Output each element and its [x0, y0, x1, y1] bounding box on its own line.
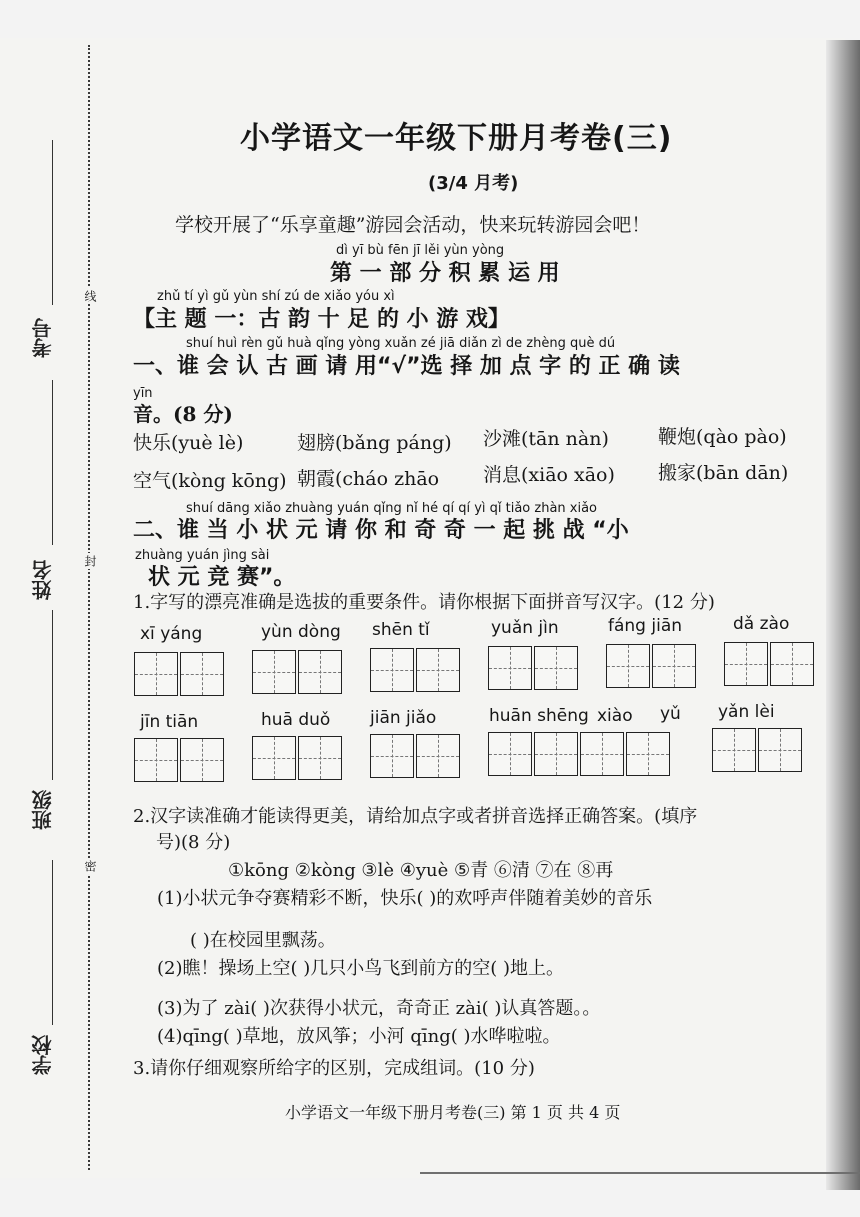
pinyin-label: yùn dòng	[261, 622, 341, 642]
binding-dotted-line	[88, 45, 90, 1170]
writing-cell[interactable]	[488, 646, 532, 690]
part1-heading: 第 一 部 分 积 累 运 用	[330, 261, 560, 286]
page-edge-shadow	[826, 40, 860, 1190]
writing-cell[interactable]	[534, 646, 578, 690]
writing-cell[interactable]	[580, 732, 624, 776]
pinyin-label: jīn tiān	[140, 712, 199, 732]
theme1-heading: 【主 题 一：古 韵 十 足 的 小 游 戏】	[133, 307, 510, 332]
writing-cell[interactable]	[712, 728, 756, 772]
writing-cell[interactable]	[180, 652, 224, 696]
seal-mark-seal: 封	[83, 555, 97, 567]
pinyin-label: jiān jiǎo	[370, 708, 437, 728]
q2-heading: 二、谁 当 小 状 元 请 你 和 奇 奇 一 起 挑 战 “小	[133, 518, 629, 543]
writing-cell[interactable]	[252, 736, 296, 780]
writing-cell[interactable]	[770, 642, 814, 686]
school-fill-line[interactable]	[52, 860, 53, 1025]
q1-pinyin-2: yīn	[133, 386, 153, 401]
q1-pinyin: shuí huì rèn gǔ huà qǐng yòng xuǎn zé jiā diǎn zì de zhèng què dú	[186, 336, 616, 351]
writing-cell[interactable]	[606, 644, 650, 688]
writing-grid[interactable]	[252, 650, 344, 694]
page-bottom-edge	[420, 1172, 860, 1174]
pinyin-label: xī yáng	[140, 624, 203, 644]
pinyin-label: yǔ	[660, 704, 681, 724]
pinyin-label: huān shēng	[489, 706, 589, 726]
writing-grid[interactable]	[724, 642, 816, 686]
writing-cell[interactable]	[180, 738, 224, 782]
class-label: 班级	[31, 790, 55, 830]
writing-cell[interactable]	[416, 734, 460, 778]
pinyin-label: fáng jiān	[608, 616, 683, 636]
writing-cell[interactable]	[252, 650, 296, 694]
sub1-instruction: 1.字写的漂亮准确是选拔的重要条件。请你根据下面拼音写汉字。(12 分)	[133, 592, 715, 613]
theme1-pinyin: zhǔ tí yì gǔ yùn shí zú de xiǎo yóu xì	[157, 289, 395, 304]
q1-option-5[interactable]: 空气(kòng kōng)	[133, 470, 287, 492]
part1-pinyin: dì yī bù fēn jī lěi yùn yòng	[336, 243, 505, 258]
pinyin-label: huā duǒ	[261, 710, 331, 730]
sub3-instruction: 3.请你仔细观察所给字的区别，完成组词。(10 分)	[133, 1058, 535, 1079]
writing-grid[interactable]	[712, 728, 804, 772]
seal-mark-secret: 密	[83, 860, 97, 872]
writing-grid[interactable]	[370, 734, 462, 778]
writing-cell[interactable]	[134, 738, 178, 782]
sub2-instruction-2: 号)(8 分)	[156, 832, 231, 853]
writing-cell[interactable]	[758, 728, 802, 772]
q2-pinyin-2: zhuàng yuán jìng sài	[135, 548, 270, 563]
sub2-item-3[interactable]: (3)为了 zài( )次获得小状元，奇奇正 zài( )认真答题。。	[157, 998, 601, 1019]
school-label: 学校	[31, 1035, 55, 1075]
writing-cell[interactable]	[298, 736, 342, 780]
writing-cell[interactable]	[370, 734, 414, 778]
sub2-item-1-cont[interactable]: ( )在校园里飘荡。	[190, 930, 336, 951]
writing-cell[interactable]	[488, 732, 532, 776]
q1-option-4[interactable]: 鞭炮(qào pào)	[658, 426, 787, 448]
sub2-item-1[interactable]: (1)小状元争夺赛精彩不断，快乐( )的欢呼声伴随着美妙的音乐	[157, 888, 653, 909]
q1-option-6[interactable]: 朝霞(cháo zhāo	[297, 468, 440, 490]
pinyin-label: yǎn lèi	[718, 702, 775, 722]
q1-heading: 一、谁 会 认 古 画 请 用“√”选 择 加 点 字 的 正 确 读	[133, 354, 680, 379]
writing-cell[interactable]	[724, 642, 768, 686]
pinyin-label: yuǎn jìn	[491, 618, 559, 638]
writing-cell[interactable]	[298, 650, 342, 694]
pinyin-label: shēn tǐ	[372, 620, 430, 640]
q1-heading-2: 音。(8 分)	[133, 402, 233, 426]
writing-cell[interactable]	[652, 644, 696, 688]
seal-mark-line: 线	[83, 290, 97, 302]
exam-subtitle: (3/4 月考)	[428, 173, 519, 194]
q2-pinyin: shuí dāng xiǎo zhuàng yuán qǐng nǐ hé qí qí yì qǐ tiǎo zhàn xiǎo	[186, 501, 598, 516]
q1-option-3[interactable]: 沙滩(tān nàn)	[483, 428, 609, 450]
pinyin-label: xiào	[597, 706, 633, 726]
writing-grid[interactable]	[370, 648, 462, 692]
exam-title: 小学语文一年级下册月考卷(三)	[240, 121, 673, 156]
writing-grid[interactable]	[488, 646, 580, 690]
sub2-instruction: 2.汉字读准确才能读得更美，请给加点字或者拼音选择正确答案。(填序	[133, 806, 698, 827]
writing-grid[interactable]	[134, 652, 226, 696]
q1-option-2[interactable]: 翅膀(bǎng páng)	[297, 432, 452, 454]
name-label: 姓名	[31, 560, 55, 600]
writing-cell[interactable]	[134, 652, 178, 696]
q1-option-8[interactable]: 搬家(bān dān)	[658, 462, 789, 484]
exam-intro: 学校开展了“乐享童趣”游园会活动，快来玩转游园会吧！	[175, 214, 651, 236]
q1-option-1[interactable]: 快乐(yuè lè)	[133, 432, 244, 454]
writing-cell[interactable]	[416, 648, 460, 692]
writing-grid[interactable]	[488, 732, 672, 776]
writing-grid[interactable]	[134, 738, 226, 782]
writing-grid[interactable]	[606, 644, 698, 688]
exam-number-label: 考号	[31, 318, 55, 358]
q2-heading-2: 状 元 竞 赛”。	[148, 565, 296, 590]
name-fill-line[interactable]	[52, 380, 53, 545]
page-footer: 小学语文一年级下册月考卷(三) 第 1 页 共 4 页	[285, 1103, 621, 1122]
class-fill-line[interactable]	[52, 610, 53, 780]
sub2-item-2[interactable]: (2)瞧！操场上空( )几只小鸟飞到前方的空( )地上。	[157, 958, 565, 979]
exam-number-fill-line[interactable]	[52, 140, 53, 305]
writing-cell[interactable]	[626, 732, 670, 776]
writing-cell[interactable]	[370, 648, 414, 692]
sub2-item-4[interactable]: (4)qīng( )草地，放风筝；小河 qīng( )水哗啦啦。	[157, 1026, 561, 1047]
writing-grid[interactable]	[252, 736, 344, 780]
sub2-options: ①kōng ②kòng ③lè ④yuè ⑤青 ⑥清 ⑦在 ⑧再	[228, 860, 614, 881]
q1-option-7[interactable]: 消息(xiāo xāo)	[483, 464, 615, 486]
pinyin-label: dǎ zào	[733, 614, 790, 634]
writing-cell[interactable]	[534, 732, 578, 776]
